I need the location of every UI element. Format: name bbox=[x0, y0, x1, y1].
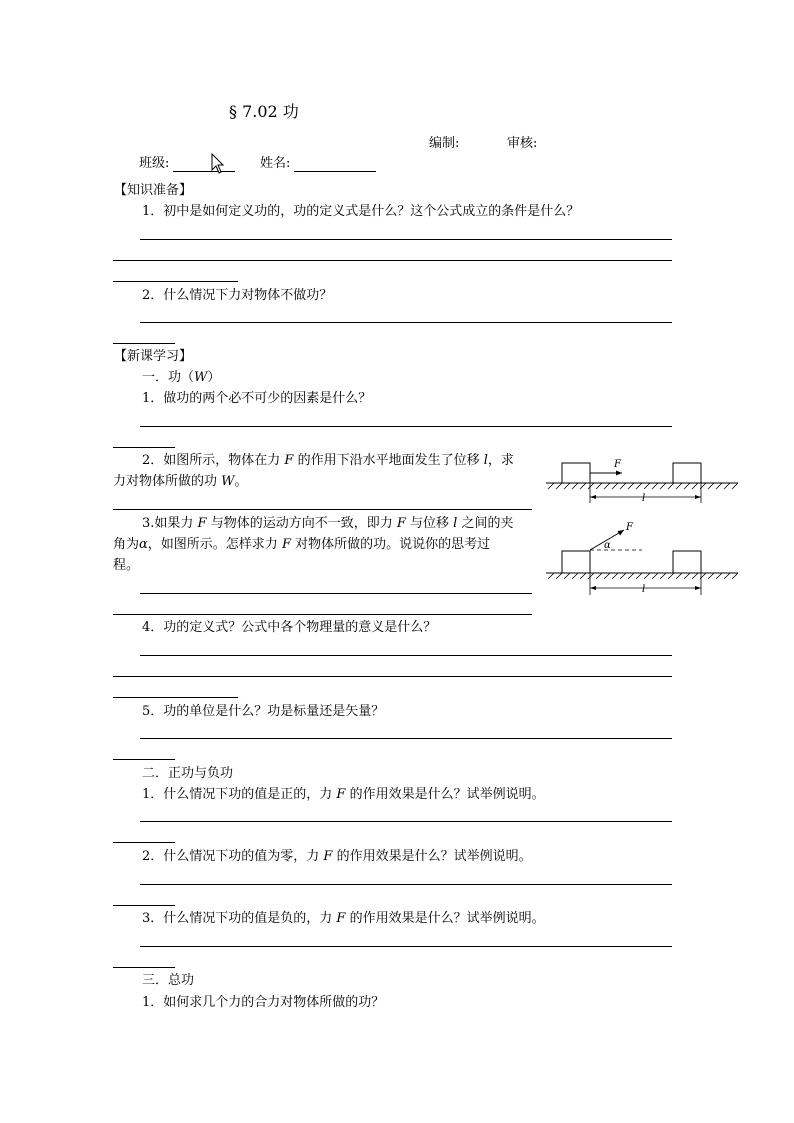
symbol-F: F bbox=[281, 537, 291, 552]
symbol-l: l bbox=[483, 453, 488, 468]
block-start bbox=[562, 551, 590, 573]
part-3-heading: 三．总功 bbox=[142, 973, 195, 988]
text: 1．什么情况下功的值是正的，力 bbox=[142, 787, 337, 802]
answer-line[interactable] bbox=[113, 759, 175, 760]
text: 。 bbox=[234, 474, 248, 489]
text: 力对物体所做的功 bbox=[113, 474, 222, 489]
part-2-heading: 二．正功与负功 bbox=[142, 766, 234, 781]
answer-line[interactable] bbox=[113, 281, 238, 282]
work-question-2-line-1 bbox=[142, 453, 514, 469]
work-question-2-line-2 bbox=[113, 474, 248, 490]
text: 2．如图所示，物体在力 bbox=[142, 453, 285, 468]
displacement-label: l bbox=[642, 493, 646, 503]
block-start bbox=[562, 463, 590, 483]
answer-line[interactable] bbox=[113, 967, 175, 968]
class-blank[interactable] bbox=[173, 157, 235, 172]
text: 2．什么情况下功的值为零，力 bbox=[142, 849, 324, 864]
figure-force-angled bbox=[546, 520, 738, 596]
answer-line[interactable] bbox=[140, 655, 672, 656]
ground-hatching bbox=[548, 573, 738, 579]
answer-line[interactable] bbox=[113, 614, 532, 615]
part-1-symbol: W bbox=[194, 370, 208, 385]
text: 与物体的运动方向不一致，即力 bbox=[206, 516, 397, 531]
force-label: F bbox=[614, 459, 621, 470]
pn-question-1 bbox=[142, 787, 545, 803]
answer-line[interactable] bbox=[140, 946, 672, 947]
total-question-1: 1．如何求几个力的合力对物体所做的功？ bbox=[142, 995, 385, 1010]
work-question-4: 4．功的定义式？公式中各个物理量的意义是什么？ bbox=[142, 620, 437, 635]
disp-arrowhead-left bbox=[590, 495, 596, 499]
text: ，如图所示。怎样求力 bbox=[147, 537, 282, 552]
page-title: § 7.02 功 bbox=[229, 102, 299, 121]
answer-line[interactable] bbox=[113, 343, 175, 344]
symbol-F: F bbox=[323, 849, 333, 864]
symbol-F: F bbox=[396, 516, 406, 531]
symbol-F: F bbox=[336, 911, 346, 926]
text: 之间的夹 bbox=[457, 516, 514, 531]
disp-arrowhead-right bbox=[695, 495, 701, 499]
answer-line[interactable] bbox=[140, 738, 672, 739]
answer-line[interactable] bbox=[113, 447, 175, 448]
name-blank[interactable] bbox=[294, 157, 376, 172]
text: 角为 bbox=[113, 537, 140, 552]
symbol-alpha: α bbox=[139, 537, 148, 552]
answer-line[interactable] bbox=[140, 322, 672, 323]
displacement-label: l bbox=[642, 584, 646, 595]
work-question-3-line-2 bbox=[113, 537, 490, 553]
answer-line[interactable] bbox=[113, 260, 672, 261]
part-1-heading bbox=[142, 370, 220, 386]
name-label: 姓名: bbox=[260, 156, 291, 171]
symbol-F: F bbox=[284, 453, 294, 468]
pn-question-2 bbox=[142, 849, 532, 865]
disp-arrowhead-left bbox=[590, 586, 596, 590]
symbol-F: F bbox=[336, 787, 346, 802]
disp-arrowhead-right bbox=[695, 586, 701, 590]
force-arrowhead bbox=[618, 530, 625, 536]
symbol-l: l bbox=[453, 516, 458, 531]
compiled-by-label: 编制: bbox=[429, 136, 460, 151]
answer-line[interactable] bbox=[113, 509, 532, 510]
answer-line[interactable] bbox=[140, 426, 672, 427]
answer-line[interactable] bbox=[113, 905, 175, 906]
answer-line[interactable] bbox=[140, 884, 672, 885]
text: 的作用效果是什么？试举例说明。 bbox=[345, 787, 545, 802]
work-question-5: 5．功的单位是什么？功是标量还是矢量？ bbox=[142, 704, 385, 719]
answer-line[interactable] bbox=[140, 239, 672, 240]
section-new-heading: 【新课学习】 bbox=[114, 349, 193, 364]
text: 与位移 bbox=[405, 516, 454, 531]
prep-question-2: 2．什么情况下力对物体不做功？ bbox=[142, 288, 333, 303]
mouse-cursor-icon bbox=[211, 153, 225, 175]
answer-line[interactable] bbox=[113, 697, 238, 698]
work-question-3-line-1 bbox=[142, 516, 513, 532]
text: 的作用下沿水平地面发生了位移 bbox=[293, 453, 484, 468]
prep-question-1: 1．初中是如何定义功的，功的定义式是什么？这个公式成立的条件是什么？ bbox=[142, 204, 580, 219]
text: 3.如果力 bbox=[142, 516, 198, 531]
section-prep-heading: 【知识准备】 bbox=[114, 183, 193, 198]
text: 的作用效果是什么？试举例说明。 bbox=[332, 849, 532, 864]
figure-force-horizontal bbox=[546, 455, 738, 503]
symbol-F: F bbox=[197, 516, 207, 531]
block-end bbox=[673, 463, 701, 483]
text: ，求 bbox=[487, 453, 514, 468]
answer-line[interactable] bbox=[140, 821, 672, 822]
answer-line[interactable] bbox=[113, 676, 672, 677]
work-question-1: 1．做功的两个必不可少的因素是什么？ bbox=[142, 391, 372, 406]
class-label: 班级: bbox=[139, 156, 170, 171]
part-1-pre: 一．功（ bbox=[142, 370, 195, 385]
work-question-3-line-3: 程。 bbox=[113, 558, 140, 573]
answer-line[interactable] bbox=[113, 842, 175, 843]
answer-line[interactable] bbox=[140, 593, 532, 594]
block-end bbox=[673, 551, 701, 573]
symbol-W: W bbox=[221, 474, 235, 489]
ground-hatching bbox=[548, 483, 738, 489]
pn-question-3 bbox=[142, 911, 545, 927]
force-label: F bbox=[626, 522, 633, 533]
text: 3．什么情况下功的值是负的，力 bbox=[142, 911, 337, 926]
part-1-post: ） bbox=[207, 370, 221, 385]
angle-label: α bbox=[604, 540, 611, 551]
force-arrowhead bbox=[616, 471, 622, 476]
text: 的作用效果是什么？试举例说明。 bbox=[345, 911, 545, 926]
text: 对物体所做的功。说说你的思考过 bbox=[290, 537, 491, 552]
name-field bbox=[260, 156, 376, 172]
reviewed-by-label: 审核: bbox=[507, 136, 538, 151]
